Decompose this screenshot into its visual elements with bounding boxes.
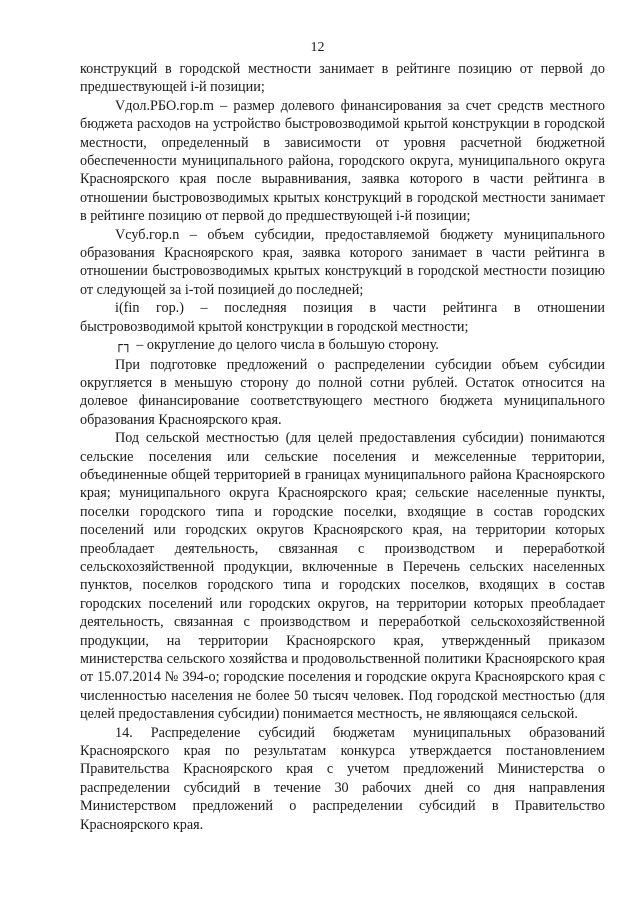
paragraph-ifin-definition: i(fin гор.) – последняя позиция в части рейтинга в отношении быстровозводимой крытой конструкции в городской местности; <box>80 300 605 335</box>
paragraph-vsub-definition: Vсуб.гор.n – объем субсидии, предоставляемой бюджету муниципального образования Красноярского края, заявка которого занимает в части рейтинга в отношении быстровозводимых крытых конструкций в городской местности позицию от следующей за i-той позицией до последней; <box>80 226 605 298</box>
ceiling-bracket-symbol: ┌┐ <box>115 338 133 354</box>
paragraph-continuation: конструкций в городской местности занимает в рейтинге позицию от первой до предшествующей i-й позиции; <box>80 61 605 96</box>
paragraph-item-14: 14. Распределение субсидий бюджетам муниципальных образований Красноярского края по результатам конкурса утверждается постановлением Правительства Красноярского края с учетом предложений Министерства о распределении субсидий в течение 30 рабочих дней со дня направления Министерством предложений о распределении субсидий в Правительство Красноярского края. <box>80 724 605 833</box>
page-number: 12 <box>310 40 325 55</box>
paragraph-preparation: При подготовке предложений о распределении субсидии объем субсидии округляется в меньшую сторону до полной сотни рублей. Остаток относится на долевое финансирование соответствующего местного бюджета муниципального образования Красноярского края. <box>80 356 605 428</box>
paragraph-rounding-definition <box>80 336 605 355</box>
rounding-text: – округление до целого числа в большую сторону. <box>136 337 439 354</box>
paragraph-rural-definition: Под сельской местностью (для целей предоставления субсидии) понимаются сельские поселения или сельские поселения и межселенные территории, объединенные общей территорией в границах муниципального района Красноярского края; муниципального округа Красноярского края; сельские населенные пункты, поселки городского типа и городские поселки, входящие в состав городских поселений или городских округов Красноярского края, на территории которых преобладает деятельность, связанная с производством и переработкой сельскохозяйственной продукции, включенные в Перечень сельских населенных пунктов, поселков городского типа и городских поселков, входящих в состав городских поселений или городских округов, на территории которых преобладает деятельность, связанная с производством и переработкой сельскохозяйственной продукции, на территории Красноярского края, утвержденный приказом министерства сельского хозяйства и продовольственной политики Красноярского края от 15.07.2014 № 394-о; городские поселения и городские округа Красноярского края с численностью населения не более 50 тысяч человек. Под городской местностью (для целей предоставления субсидии) понимается местность, не являющаяся сельской. <box>80 430 605 723</box>
document-body <box>80 60 605 834</box>
paragraph-vdol-definition: Vдол.РБО.гор.m – размер долевого финансирования за счет средств местного бюджета расходов на устройство быстровозводимой крытой конструкции в городской местности, определенный в зависимости от уровня расчетной бюджетной обеспеченности муниципального района, городского округа, муниципального округа Красноярского края после выравнивания, заявка которого в части рейтинга в отношении быстровозводимых крытых конструкций в городской местности занимает в рейтинге позицию от первой до предшествующей i-й позиции; <box>80 97 605 225</box>
